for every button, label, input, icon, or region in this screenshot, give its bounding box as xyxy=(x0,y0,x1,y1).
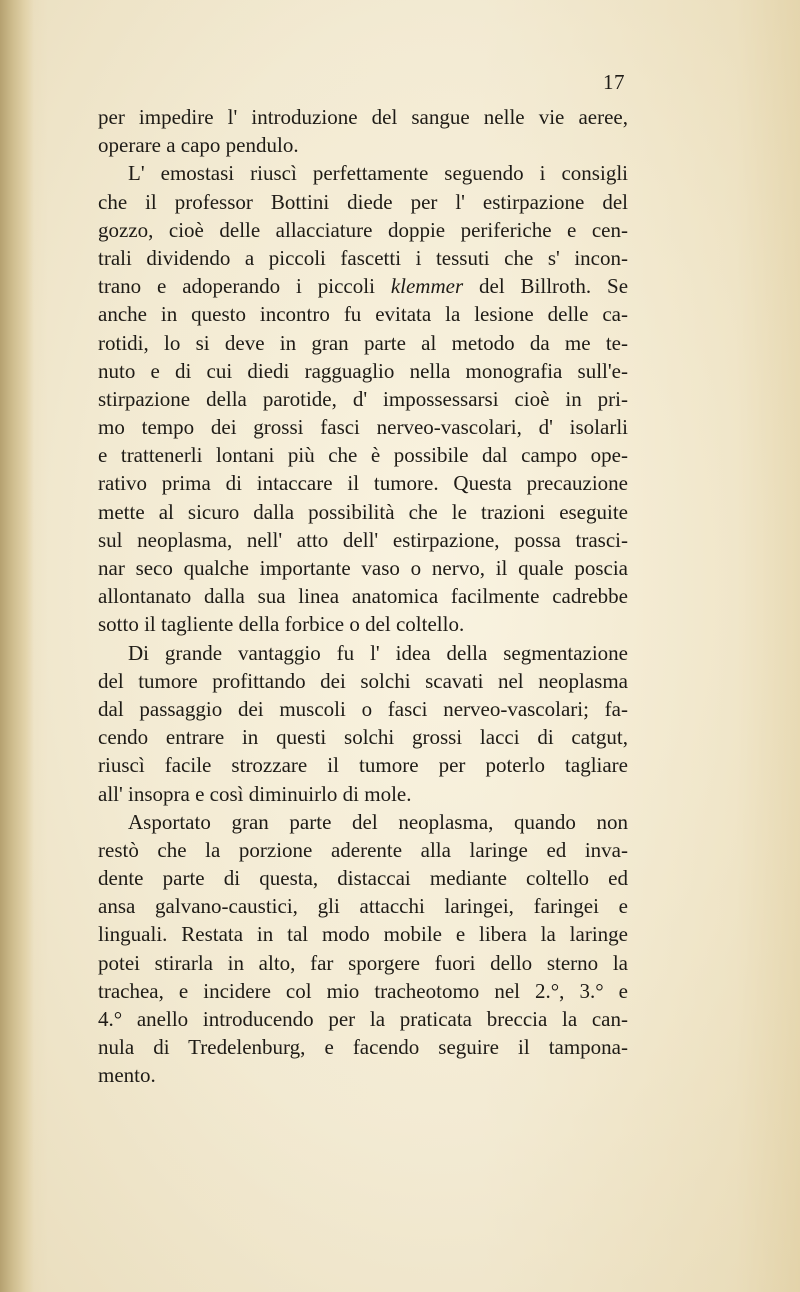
text-line: mette al sicuro dalla possibilità che le trazioni eseguite xyxy=(98,499,628,524)
text-line: nar seco qualche importante vaso o nervo, il quale poscia xyxy=(98,556,628,580)
text-line: del tumore profittando dei solchi scavati nel neoplasma xyxy=(98,668,628,693)
text-line: che il professor Bottini diede per l' estirpazione del xyxy=(98,189,628,214)
text-line: allontanato dalla sua linea anatomica facilmente cadrebbe xyxy=(98,584,628,609)
text-line: 4.° anello introducendo per la praticata breccia la can- xyxy=(98,1007,628,1031)
text-line: trachea, e incidere col mio tracheotomo nel 2.°, 3.° e xyxy=(98,978,628,1003)
text-line: L' emostasi riuscì perfettamente seguendo i consigli xyxy=(128,161,628,186)
text-line: operare a capo pendulo. xyxy=(98,133,299,158)
page-gutter xyxy=(0,0,34,1292)
text-line: all' insopra e così diminuirlo di mole. xyxy=(98,781,412,806)
text-line: e trattenerli lontani più che è possibile dal campo ope- xyxy=(98,443,628,468)
text-line: nuto e di cui diedi ragguaglio nella monografia sull'e- xyxy=(98,358,628,383)
text-segment: trano e adoperando i piccoli xyxy=(98,274,375,299)
text-line: per impedire l' introduzione del sangue nelle vie aeree, xyxy=(98,105,628,129)
text-line: linguali. Restata in tal modo mobile e libera la laringe xyxy=(98,922,628,947)
text-line: Asportato gran parte del neoplasma, quando non xyxy=(128,809,628,834)
text-line: stirpazione della parotide, d' impossessarsi cioè in pri- xyxy=(98,386,628,411)
text-line-with-italic xyxy=(98,272,628,300)
text-line: sotto il tagliente della forbice o del coltello. xyxy=(98,612,465,637)
text-line: Di grande vantaggio fu l' idea della segmentazione xyxy=(128,640,628,665)
text-line: cendo entrare in questi solchi grossi lacci di catgut, xyxy=(98,725,628,750)
text-line: restò che la porzione aderente alla laringe ed inva- xyxy=(98,837,628,862)
text-line: dal passaggio dei muscoli o fasci nerveo-vascolari; fa- xyxy=(98,696,628,721)
text-line: rativo prima di intaccare il tumore. Questa precauzione xyxy=(98,471,628,496)
page-number: 17 xyxy=(603,70,625,94)
text-line: mo tempo dei grossi fasci nerveo-vascolari, d' isolarli xyxy=(98,415,628,440)
text-line: gozzo, cioè delle allacciature doppie periferiche e cen- xyxy=(98,217,628,242)
text-line: sul neoplasma, nell' atto dell' estirpazione, possa trasci- xyxy=(98,527,628,552)
text-line: nula di Tredelenburg, e facendo seguire il tampona- xyxy=(98,1035,628,1060)
text-line: dente parte di questa, distaccai mediante coltello ed xyxy=(98,866,628,891)
text-line: ansa galvano-caustici, gli attacchi laringei, faringei e xyxy=(98,894,628,919)
body-text xyxy=(98,103,628,1090)
text-line: rotidi, lo si deve in gran parte al metodo da me te- xyxy=(98,330,628,355)
text-segment: del Billroth. Se xyxy=(479,274,629,299)
italic-term: klemmer xyxy=(390,274,464,299)
text-line: trali dividendo a piccoli fascetti i tessuti che s' incon- xyxy=(98,245,628,270)
text-line: anche in questo incontro fu evitata la lesione delle ca- xyxy=(98,302,628,327)
text-line: riuscì facile strozzare il tumore per poterlo tagliare xyxy=(98,753,628,778)
text-line: potei stirarla in alto, far sporgere fuori dello sterno la xyxy=(98,950,628,975)
text-line: mento. xyxy=(98,1063,156,1088)
